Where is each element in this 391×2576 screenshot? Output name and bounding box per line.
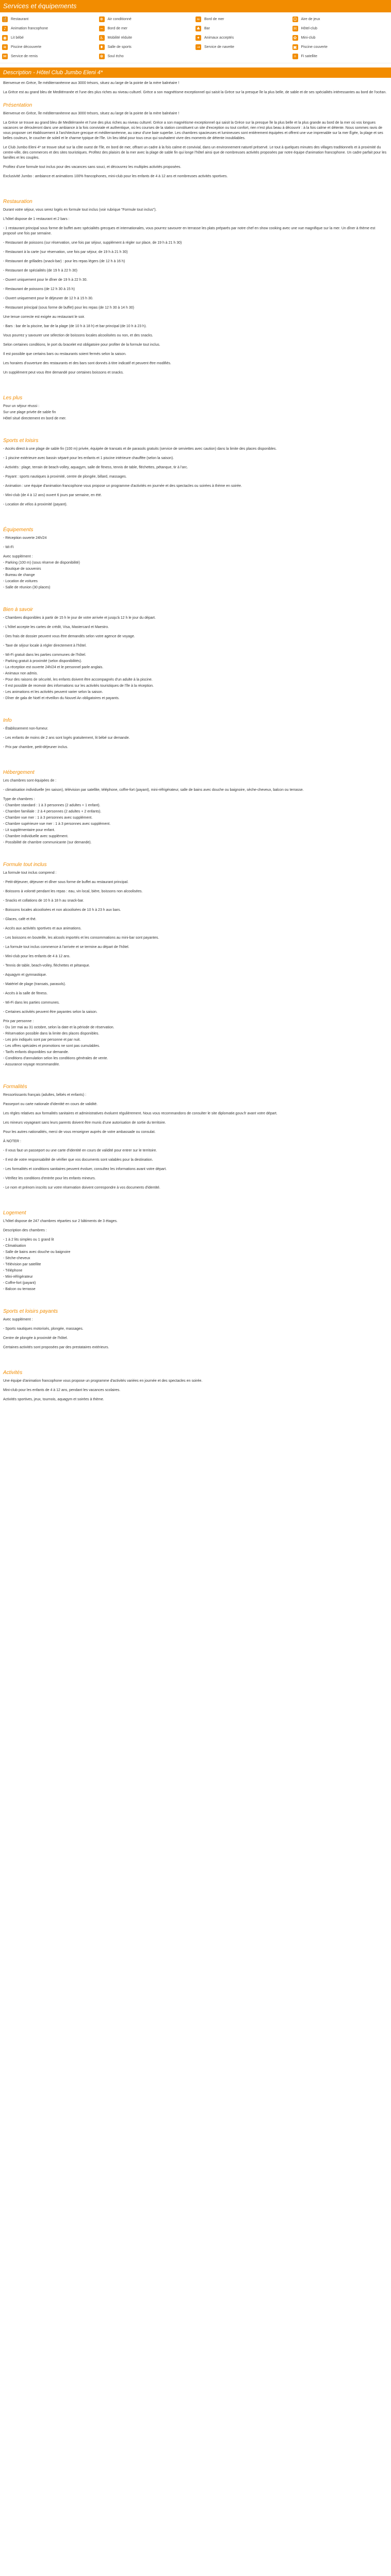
formula-line: - Assurance voyage recommandée. [3,1063,60,1066]
section-spacer [3,591,388,600]
service-icon: ≈ [196,16,201,22]
formula-line: - Du 1er mai au 31 octobre, selon la date et la période de réservation. [3,1026,115,1029]
formalities-paragraph: - Vérifiez les conditions d'entrée pour les enfants mineurs. [3,1177,96,1180]
formalities-paragraph: - Les formalités et conditions sanitaires peuvent évoluer, consultez les informations avant votre départ. [3,1167,167,1171]
service-label: Bord de mer [107,26,128,30]
service-item [2,15,99,23]
section-title-activities: Activités [3,1370,23,1376]
rooms-line: - Chambre standard : 1 à 3 personnes (2 adultes + 1 enfant). [3,804,101,807]
service-label: Air conditionné [107,17,132,21]
formula-paragraph: - Tennis de table, beach-volley, fléchettes et pétanque. [3,964,90,968]
pool-line: Pour un séjour réussi : [3,404,40,408]
pool-line: Hôtel situé directement en bord de mer. [3,417,67,420]
lodging-line: - Balcon ou terrasse [3,1287,36,1291]
section-spacer [3,380,388,388]
service-icon: ☺ [292,16,298,22]
section-title-rooms: Hébergement [3,770,35,775]
formula-paragraph: - Wi-Fi dans les parties communes. [3,1001,60,1005]
rooms-paragraph: Les chambres sont équipées de : [3,779,57,783]
service-icon: → [196,44,201,50]
formalities-paragraph: - Il est de votre responsabilité de vérifier que vos documents sont valables pour la destination. [3,1158,153,1162]
wellness-line: - Parking gratuit à proximité (selon disponibilités). [3,659,82,663]
formalities-paragraph: Les règles relatives aux formalités sanitaires et administratives évoluent régulièrement. Nous vous recommandons de consulter le site diplomatie.gouv.fr avant votre départ. [3,1112,278,1115]
restauration-paragraph: Durant votre séjour, vous serez logés en formule tout inclus (voir rubrique "Formule tout inclus"). [3,208,157,212]
formula-paragraph: - Mini-club pour les enfants de 4 à 12 ans. [3,955,71,958]
service-label: Animation francophone [11,26,48,30]
sports-paragraph: - 1 piscine extérieure avec bassin séparé pour les enfants et 1 piscine intérieure chauffée (selon la saison). [3,456,174,460]
info-paragraph: - Établissement non-fumeur. [3,727,48,731]
section-spacer [3,1293,388,1301]
formula-paragraph: - Accès aux activités sportives et aux animations. [3,927,82,930]
rooms-paragraph: - climatisation individuelle (en saison), télévision par satellite, téléphone, coffre-fort (payant), mini-réfrigérateur, salle de bains avec douche ou baignoire, sèche-cheveux, balcon ou terrasse. [3,788,304,792]
lodging-line: - Salle de bains avec douche ou baignoire [3,1250,71,1254]
sports-paragraph: - Mini-club (de 4 à 12 ans) ouvert 6 jours par semaine, en été. [3,494,102,497]
restauration-paragraph: - Ouvert uniquement pour le dîner de 19 h à 22 h 30. [3,278,88,282]
service-label: Mobilité réduite [107,36,132,40]
service-label: Salle de sports [107,45,132,49]
service-label: Restaurant [11,17,29,21]
service-item [99,53,196,60]
service-icon: ♣ [196,26,201,31]
formula-line: - Réservation possible dans la limite des places disponibles. [3,1032,100,1036]
formalities-paragraph: Les mineurs voyageant sans leurs parents doivent être munis d'une autorisation de sortie du territoire. [3,1121,166,1125]
service-item [196,25,292,32]
service-label: Mini-club [301,36,316,40]
section-title-info: Info [3,718,12,723]
formula-paragraph: - Les boissons en bouteille, les alcools importés et les consommations au mini-bar sont payantes. [3,936,159,940]
formula-line: - Les prix indiqués sont par personne et par nuit. [3,1038,81,1042]
wellness-line: - Dîner de gala de Noël et réveillon du Nouvel An obligatoires et payants. [3,697,120,700]
sports-paragraph: - Activités : plage, terrain de beach-volley, aquagym, salle de fitness, tennis de table, fléchettes, pétanque, tir à l'arc. [3,466,188,469]
section-title-wellness: Bien à savoir [3,607,33,613]
section-spacer [3,1406,388,1415]
service-label: Lit bébé [11,36,24,40]
formalities-paragraph: Ressortissants français (adultes, bébés et enfants) : [3,1093,87,1097]
formalities-paragraph: À NOTER : [3,1140,22,1143]
formula-line: - Conditions d'annulation selon les conditions générales de vente. [3,1057,108,1060]
service-item [99,34,196,41]
wellness-paragraph: - Des frais de dossier peuvent vous être demandés selon votre agence de voyage. [3,635,135,638]
service-icon: ✻ [99,54,105,59]
service-icon: ~ [99,26,105,31]
wellness-paragraph: - L'hôtel accepte les cartes de crédit, Visa, Mastercard et Maestro. [3,625,109,629]
wellness-paragraph: - Taxe de séjour locale à régler directement à l'hôtel. [3,644,87,648]
equipment-line: - Parking (100 m) (sous réserve de disponibilité) [3,561,80,565]
lodging-line: - 1 à 2 lits simples ou 1 grand lit [3,1238,54,1242]
restauration-paragraph: L'hôtel dispose de 1 restaurant et 2 bars : [3,217,70,221]
restauration-paragraph: - 1 restaurant principal sous forme de buffet avec spécialités grecques et internationales, vous pourrez savourer en terrasse les plats préparés par notre chef en show cooking avec une vue magnifique sur la mer. Un dîner à thème est proposé une fois par semaine. [3,227,376,235]
restauration-paragraph: Les horaires d'ouverture des restaurants et des bars sont donnés à titre indicatif et peuvent être modifiés. [3,362,171,365]
restauration-paragraph: Un supplément peut vous être demandé pour certaines boissons et snacks. [3,371,124,375]
restauration-paragraph: - Restaurant de grillades (snack-bar) : pour les repas légers (de 12 h à 16 h) [3,260,125,263]
lodging-line: - Coffre-fort (payant) [3,1281,36,1285]
equipment-line: - Bureau de change [3,573,35,577]
wellness-line: - Animaux non admis. [3,672,38,675]
section-spacer [3,1195,388,1203]
service-icon: ✉ [2,54,8,59]
formula-line: - Les offres spéciales et promotions ne sont pas cumulables. [3,1044,100,1048]
sports-paragraph: - Animation : une équipe d'animation francophone vous propose un programme d'activités en journée et des spectacles ou soirées à thème en soirée. [3,484,242,488]
service-label: Piscine découverte [11,45,42,49]
lodging-paragraph: L'hôtel dispose de 247 chambres réparties sur 2 bâtiments de 3 étages. [3,1219,118,1223]
restauration-paragraph: - Bars : bar de la piscine, bar de la plage (de 10 h à 18 h) et bar principal (de 10 h à 23 h). [3,325,147,328]
formula-paragraph: - Boissons à volonté pendant les repas : eau, vin local, bière, boissons non alcoolisées. [3,890,143,893]
section-spacer [3,702,388,710]
equipment-paragraph: - Réception ouverte 24h/24 [3,536,47,540]
activities-paragraph: Mini-club pour les enfants de 4 à 12 ans, pendant les vacances scolaires. [3,1388,121,1392]
restauration-paragraph: - Ouvert uniquement pour le déjeuner de 12 h à 15 h 30. [3,297,93,300]
lodging-line: - Mini-réfrigérateur [3,1275,33,1279]
service-label: Service de remis [11,54,38,58]
wellness-line: - Wi-Fi gratuit dans les parties communes de l'hôtel. [3,653,86,657]
lodging-paragraph: Description des chambres : [3,1229,47,1232]
extras-paragraph: Centre de plongée à proximité de l'hôtel. [3,1336,68,1340]
service-icon: ▣ [293,44,297,49]
services-title: Services et équipements [3,2,77,10]
service-icon: ≋ [2,44,8,50]
equipment-line: - Location de voitures [3,580,38,583]
sports-paragraph: - Location de vélos à proximité (payant). [3,503,68,506]
service-item [2,43,99,50]
presentation-paragraph: Le Club Jumbo Eleni 4* se trouve situé sur la côte ouest de l'île, en bord de mer, offrant un cadre à la fois calme et convivial, dans un environnement naturel préservé. Le tout à quelques minutes des villages traditionnels et à proximité du centre-ville, des commerces et des sites touristiques. Profitez des plaisirs de la mer avec la plage de sable fin qui longe l'hôtel ainsi que de nombreuses activités proposées par notre équipe d'animation francophone. Un cadre parfait pour les familles et les couples. [3,146,387,160]
section-spacer [3,754,388,762]
restauration-paragraph: - Restaurant à la carte (sur réservation, une fois par séjour, de 19 h à 21 h 30) [3,250,128,254]
section-spacer [3,422,388,431]
service-icon: ♦ [100,44,104,49]
description-header [0,67,391,78]
equipment-line: Avec supplément : [3,555,33,558]
service-icon: ✧ [292,54,298,59]
presentation-paragraph: Exclusivité Jumbo : ambiance et animations 100% francophones, mini-club pour les enfants de 4 à 12 ans et nombreuses activités sportives. [3,175,228,178]
rooms-line: - Chambre familiale : 2 à 4 personnes (2 adultes + 2 enfants). [3,810,102,814]
service-icon: 🍴 [2,16,8,22]
service-label: Service de navette [204,45,234,49]
wellness-line: - Il est possible de recevoir des informations sur les activités touristiques de l'île à la réception. [3,684,154,688]
service-label: Soul écho [107,54,124,58]
formula-paragraph: - Accès à la salle de fitness. [3,992,48,995]
intro-1: Bienvenue en Grèce, île méditerranéenne aux 3000 trésors, situez au large de la pointe de la mère balnéaire ! [3,81,180,85]
section-title-lodging: Logement [3,1210,26,1216]
extras-paragraph: Certaines activités sont proposées par des prestataires extérieurs. [3,1346,109,1349]
formula-paragraph: - La formule tout inclus commence à l'arrivée et se termine au départ de l'hôtel. [3,945,129,949]
wellness-line: - Pour des raisons de sécurité, les enfants doivent être accompagnés d'un adulte à la piscine. [3,678,153,682]
description-title: Description - Hôtel Club Jumbo Eleni 4* [3,70,103,76]
service-icon: H [292,26,298,31]
rooms-line: - Chambre vue mer : 1 à 3 personnes avec supplément. [3,816,93,820]
lodging-line: - Climatisation [3,1244,26,1248]
service-item [2,53,99,60]
formula-paragraph: - Matériel de plage (transats, parasols). [3,982,66,986]
section-title-extras: Sports et loisirs payants [3,1309,58,1314]
service-item [99,43,196,50]
restauration-paragraph: - Restaurant principal (sous forme de buffet) pour les repas (de 12 h 30 à 14 h 30) [3,306,134,310]
service-icon: ✦ [196,35,201,41]
formula-line: - Tarifs enfants disponibles sur demande. [3,1050,69,1054]
service-label: Piscine couverte [301,45,328,49]
service-item [196,34,292,41]
restauration-paragraph: Une tenue correcte est exigée au restaurant le soir. [3,315,85,319]
presentation-paragraph: Profitez d'une formule tout inclus pour des vacances sans souci, et découvrez les multiples activités proposées. [3,165,182,169]
formalities-paragraph: - Il vous faut un passeport ou une carte d'identité en cours de validité pour entrer sur le territoire. [3,1149,157,1153]
restauration-paragraph: Il est possible que certains bars ou restaurants soient fermés selon la saison. [3,352,126,356]
formula-paragraph: - Snacks et collations de 10 h à 18 h au snack-bar. [3,899,84,903]
formula-paragraph: - Certaines activités peuvent être payantes selon la saison. [3,1010,97,1014]
extras-paragraph: - Sports nautiques motorisés, plongée, massages. [3,1327,84,1331]
service-item [99,25,196,32]
service-item [292,53,389,60]
service-label: Aire de jeux [301,17,320,21]
service-label: Hôtel-club [301,26,318,30]
formalities-paragraph: - Le nom et prénom inscrits sur votre réservation doivent correspondre à vos documents d'identité. [3,1186,160,1190]
restauration-paragraph: - Restaurant de poissons (de 12 h 30 à 15 h) [3,287,75,291]
equipment-line: - Salle de réunion (30 places) [3,586,51,589]
section-title-formalities: Formalités [3,1084,27,1090]
wellness-line: - Les animations et les activités peuvent varier selon la saison. [3,690,103,694]
section-spacer [3,183,388,192]
service-label: Animaux acceptés [204,36,234,40]
main-content [0,78,391,1415]
restauration-paragraph: Selon certaines conditions, le port du bracelet est obligatoire pour profiter de la formule tout inclus. [3,343,160,347]
section-title-pool: Les plus [3,395,23,401]
section-title-presentation: Présentation [3,103,32,108]
wellness-paragraph: - Chambres disponibles à partir de 15 h le jour de votre arrivée et jusqu'à 12 h le jour du départ. [3,616,156,620]
service-item [99,15,196,23]
section-spacer [3,846,388,855]
service-icon: ◉ [2,35,8,41]
formula-paragraph: - Glaces, café et thé. [3,918,37,921]
pool-line: Sur une plage privée de sable fin [3,411,56,414]
service-item [292,15,389,23]
formula-line: Prix par personne : [3,1020,34,1023]
formula-paragraph: - Boissons locales alcoolisées et non alcoolisées de 10 h à 23 h aux bars. [3,908,121,912]
activities-paragraph: Une équipe d'animation francophone vous propose un programme d'activités variées en journée et des spectacles en soirée. [3,1379,203,1383]
section-title-sports: Sports et loisirs [3,438,39,444]
service-label: Bord de mer [204,17,224,21]
presentation-paragraph: Bienvenue en Grèce, île méditerranéenne aux 3000 trésors, situez au large de la pointe de la mère balnéaire ! [3,112,180,115]
lodging-line: - Télévision par satellite [3,1263,41,1266]
service-label: Bar [204,26,210,30]
formula-paragraph: - Aquagym et gymnastique. [3,973,47,977]
service-label: Fi satellite [301,54,318,58]
lodging-line: - Sèche-cheveux [3,1257,30,1260]
service-item [196,15,292,23]
formalities-paragraph: Passeport ou carte nationale d'identité en cours de validité. [3,1103,98,1106]
services-header [0,0,391,12]
restauration-paragraph: - Restaurant de poissons (sur réservation, une fois par séjour, supplément à régler sur place, de 19 h à 21 h 30) [3,241,182,245]
extras-paragraph: Avec supplément : [3,1318,33,1321]
info-paragraph: - Les enfants de moins de 2 ans sont logés gratuitement, lit bébé sur demande. [3,736,130,740]
section-title-equipment: Équipements [3,527,34,533]
info-paragraph: - Prix par chambre, petit-déjeuner inclus. [3,745,69,749]
section-spacer [3,1354,388,1363]
intro-2: La Grèce est au grand bleu de Meditérranée et l'une des plus riches au niveau culturel. Grèce a son magnétisme exceptionnel qui saisit la Grèce sur la presque île la plus belle, de sable et de ses spécialités intéressantes au bord de l'océan. [3,91,387,94]
activities-paragraph: Activités sportives, jeux, tournois, aquagym et soirées à thème. [3,1398,104,1401]
lodging-line: - Téléphone [3,1269,23,1273]
service-item [292,25,389,32]
services-grid [0,12,391,63]
service-icon: ♿ [100,35,104,40]
section-title-restauration: Restauration [3,199,32,205]
service-item [196,43,292,50]
sports-paragraph: - Accès direct à une plage de sable fin (100 m) privée, équipée de transats et de parasols gratuits (service de serviettes avec caution) dans la limite des places disponibles. [3,447,277,451]
service-icon: ♪ [2,26,8,31]
service-icon: ❄ [99,16,105,22]
rooms-line: - Chambre individuelle avec supplément. [3,835,69,838]
equipment-line: - Boutique de souvenirs [3,567,41,571]
formula-paragraph: La formule tout inclus comprend : [3,871,57,875]
service-icon: ✿ [292,35,298,41]
section-spacer [3,512,388,520]
presentation-paragraph: La Grèce se trouve au grand bleu de Meditérranée et l'une des plus riches au niveau culturel. Grèce a son magnétisme exceptionnel qui saisit la Grèce sur la presque île la plus belle et la plus grande au bord de la mer où vos longues vacances se dérouleront dans une ambiance à la fois conviviale et authentique, où les courses de la station constituent un site d'exception ou tout confort, rien n'est plus beau à découvrir : à la fois calme et détente. Nous sommes ravis de vous proposer cet établissement à l'architecture grecque et méditerranéenne, au cœur d'une baie superbe. Les chambres spacieuses et lumineuses sont entièrement équipées et offrent une vue imprenable sur la mer Égée, la plage et ses belles couleurs, le coucher de soleil et le charme typique de l'île. Un lieu idéal pour tous ceux qui souhaitent vivre des moments de détente inoubliables. [3,121,383,140]
formalities-paragraph: Pour les autres nationalités, merci de vous renseigner auprès de votre ambassade ou consulat. [3,1130,156,1134]
section-spacer [3,1069,388,1077]
wellness-line: - La réception est ouverte 24h/24 et le personnel parle anglais. [3,666,104,669]
service-item [196,53,292,60]
rooms-line: Type de chambres : [3,798,35,801]
sports-paragraph: - Payant : sports nautiques à proximité, centre de plongée, billard, massages. [3,475,127,479]
rooms-line: - Lit supplémentaire pour enfant. [3,828,55,832]
service-item [292,34,389,41]
formula-paragraph: - Petit-déjeuner, déjeuner et dîner sous forme de buffet au restaurant principal. [3,880,129,884]
rooms-line: - Possibilité de chambre communicante (sur demande). [3,841,92,844]
service-item [2,25,99,32]
service-item [2,34,99,41]
restauration-paragraph: - Restaurant de spécialités (de 19 h à 22 h 30) [3,269,77,273]
section-title-formula: Formule tout inclus [3,862,47,868]
restauration-paragraph: Vous pourrez y savourer une sélection de boissons locales alcoolisées ou non, et des snacks. [3,334,153,337]
service-item [292,43,389,50]
rooms-line: - Chambre supérieure vue mer : 1 à 3 personnes avec supplément. [3,822,111,826]
equipment-paragraph: - Wi-Fi [3,546,14,549]
